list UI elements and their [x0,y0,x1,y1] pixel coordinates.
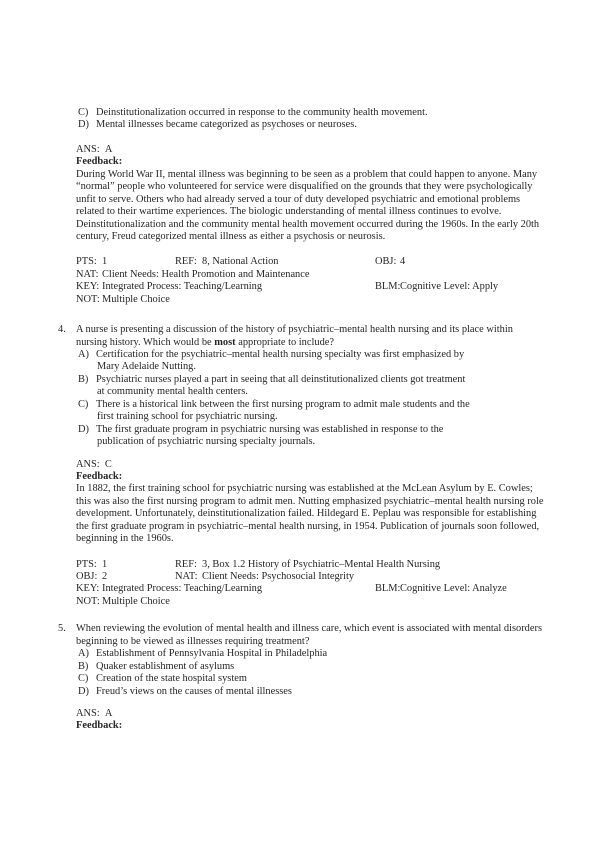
page-content [58,107,600,733]
option-line [76,107,600,119]
meta-label: BLM: [375,583,401,595]
meta-label: NAT: [76,268,99,280]
answer-value: A [104,143,113,155]
feedback-line: the first graduate program in psychiatric–mental health nursing, in 1954. Publication of journals soon followed, [76,520,540,532]
question-3-answer-feedback [76,144,600,244]
meta-value: Integrated Process: Teaching/Learning [102,583,263,595]
meta-row [76,294,600,306]
answer-value: A [104,707,113,719]
option-line [76,424,600,436]
meta-label: NOT: [76,293,100,305]
feedback-line: Deinstitutionalization and the community mental health movement occurred during the 1960s. In the early 20th [76,218,540,230]
question-3-options [76,107,600,132]
option-letter: D) [78,423,89,435]
option-letter: B) [78,373,89,385]
meta-row [76,269,600,281]
question-stem-line [58,324,600,336]
meta-value: 8, National Action [202,256,279,268]
meta-row [76,256,600,268]
meta-label: KEY: [76,583,100,595]
option-line [76,119,600,131]
meta-row [76,559,600,571]
meta-label: PTS: [76,558,97,570]
feedback-heading: Feedback: [76,470,123,482]
option-letter: C) [78,398,89,410]
meta-row [76,596,600,608]
question-stem-line [76,337,600,349]
option-letter: C) [78,673,89,685]
question-5-options [76,648,600,698]
meta-value: Cognitive Level: Apply [400,281,499,293]
question-5-answer-feedback [76,708,600,733]
option-letter: B) [78,660,89,672]
meta-label: NAT: [175,571,198,582]
bold-keyword: most [214,336,236,348]
option-text: Deinstitutionalization occurred in response to the community health movement. [96,107,428,118]
answer-line [76,459,600,471]
option-continuation: first training school for psychiatric nursing. [97,411,278,423]
feedback-line: development. Unfortunately, deinstitutionalization failed. Hildegard E. Peplau was responsible for establishing [76,508,537,520]
option-text: Quaker establishment of asylums [96,660,235,672]
meta-label: PTS: [76,256,97,268]
option-line [76,374,600,386]
question-stem-text: nursing history. Which would be [76,336,215,348]
feedback-line: “normal” people who volunteered for service were disqualified on the grounds that they were psychologically [76,181,533,193]
question-stem-text: appropriate to include? [235,336,334,348]
answer-label: ANS: [76,458,100,470]
meta-value: Cognitive Level: Analyze [400,583,507,595]
option-line [76,648,600,660]
question-number: 5. [58,623,66,635]
question-stem-line: beginning to be viewed as illnesses requiring treatment? [76,635,310,647]
option-text: Mental illnesses became categorized as psychoses or neuroses. [96,119,357,131]
option-line [76,349,600,361]
answer-value: C [104,458,112,470]
question-4-stem [58,324,600,349]
meta-value: 2 [102,571,108,582]
question-stem-text: A nurse is presenting a discussion of the history of psychiatric–mental health nursing and its place within [76,324,513,336]
meta-label: KEY: [76,281,100,293]
feedback-line: this was also the first nursing program to admit men. Nutting emphasized psychiatric–mental health nursing role [76,495,544,507]
option-text: Establishment of Pennsylvania Hospital in Philadelphia [96,648,328,660]
meta-label: REF: [175,558,197,570]
answer-label: ANS: [76,143,100,155]
option-text: Creation of the state hospital system [96,673,247,685]
meta-value: 4 [400,256,406,268]
option-continuation: Mary Adelaide Nutting. [97,361,196,373]
option-letter: D) [78,685,89,697]
feedback-line: beginning in the 1960s. [76,533,174,545]
answer-label: ANS: [76,707,100,719]
question-5-stem [58,623,600,648]
question-number: 4. [58,324,66,336]
feedback-heading: Feedback: [76,156,123,168]
meta-label: NOT: [76,595,100,607]
meta-label: OBJ: [375,256,397,268]
option-letter: D) [78,119,89,131]
answer-line [76,708,600,720]
feedback-heading: Feedback: [76,720,123,732]
meta-value: Integrated Process: Teaching/Learning [102,281,263,293]
answer-line [76,144,600,156]
option-continuation: publication of psychiatric nursing specialty journals. [97,436,316,448]
meta-label: OBJ: [76,571,98,582]
feedback-line: During World War II, mental illness was beginning to be seen as a problem that could happen to anyone. Many [76,168,538,180]
question-3-metadata [76,256,600,306]
option-line [76,673,600,685]
option-letter: C) [78,107,89,118]
question-stem-text: When reviewing the evolution of mental health and illness care, which event is associated with mental disorders [76,623,542,635]
option-letter: A) [78,648,89,660]
option-text: Psychiatric nurses played a part in seeing that all deinstitutionalized clients got treatment [96,373,466,385]
option-text: The first graduate program in psychiatric nursing was established in response to the [96,423,444,435]
feedback-line: unfit to serve. Others who had already served a tour of duty developed psychiatric and emotional problems [76,193,521,205]
feedback-line: In 1882, the first training school for psychiatric nursing was established at the McLean Asylum by E. Cowles; [76,483,533,495]
meta-value: Client Needs: Psychosocial Integrity [202,571,355,582]
option-letter: A) [78,349,89,360]
meta-row [76,281,600,293]
meta-label: BLM: [375,281,401,293]
option-text: There is a historical link between the first nursing program to admit male students and the [96,398,470,410]
meta-value: 3, Box 1.2 History of Psychiatric–Mental Health Nursing [202,558,441,570]
meta-value: Multiple Choice [102,293,170,305]
question-4-options [76,349,600,449]
meta-value: Multiple Choice [102,595,170,607]
option-line [76,661,600,673]
question-4-answer-feedback [76,459,600,546]
option-line [76,686,600,698]
option-text: Freud’s views on the causes of mental illnesses [96,685,292,697]
meta-label: REF: [175,256,197,268]
option-text: Certification for the psychiatric–mental health nursing specialty was first emphasized by [96,349,465,360]
meta-row [76,571,600,583]
meta-value: 1 [102,256,108,268]
meta-value: Client Needs: Health Promotion and Maintenance [102,268,310,280]
option-continuation: at community mental health centers. [97,386,248,398]
question-stem-line [58,623,600,635]
option-line [76,399,600,411]
meta-row [76,583,600,595]
meta-value: 1 [102,558,108,570]
feedback-line: century, Freud categorized mental illness as either a psychosis or neurosis. [76,230,386,242]
question-4-metadata [76,559,600,609]
feedback-line: related to their wartime experiences. The biologic understanding of mental illness continues to evolve. [76,206,502,218]
